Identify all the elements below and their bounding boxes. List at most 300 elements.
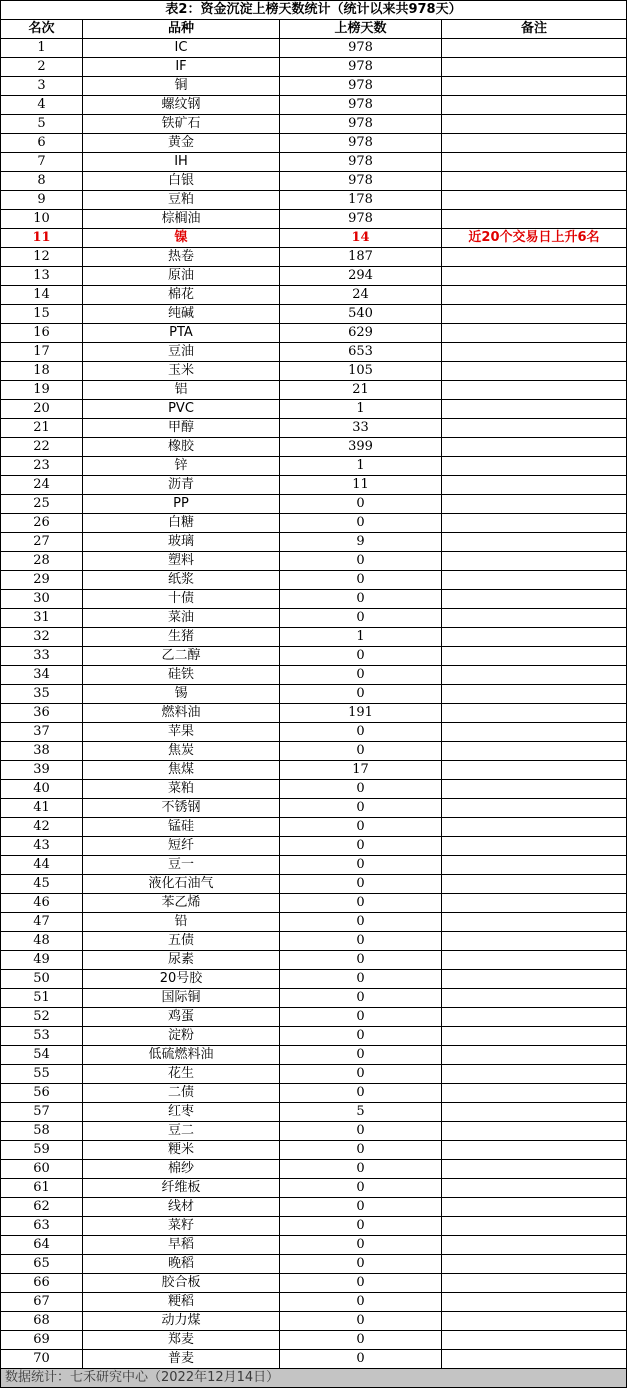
name-cell: 纯碱 — [83, 305, 280, 324]
name-cell: 胶合板 — [83, 1274, 280, 1293]
note-cell — [442, 438, 627, 457]
days-cell: 21 — [280, 381, 442, 400]
name-cell: 十债 — [83, 590, 280, 609]
note-cell — [442, 1065, 627, 1084]
name-cell: 红枣 — [83, 1103, 280, 1122]
name-cell: 苯乙烯 — [83, 894, 280, 913]
table-row — [1, 913, 627, 932]
note-cell — [442, 381, 627, 400]
rank-cell: 69 — [1, 1331, 83, 1350]
days-cell: 0 — [280, 1293, 442, 1312]
name-cell: PVC — [83, 400, 280, 419]
name-cell: 动力煤 — [83, 1312, 280, 1331]
name-cell: 玻璃 — [83, 533, 280, 552]
days-cell: 0 — [280, 742, 442, 761]
rank-cell: 70 — [1, 1350, 83, 1369]
rank-cell: 62 — [1, 1198, 83, 1217]
days-cell: 0 — [280, 1027, 442, 1046]
rank-cell: 32 — [1, 628, 83, 647]
header-rank: 名次 — [1, 20, 83, 39]
name-cell: 原油 — [83, 267, 280, 286]
footer-row — [1, 1369, 627, 1388]
table-row — [1, 362, 627, 381]
note-cell — [442, 1312, 627, 1331]
name-cell: 普麦 — [83, 1350, 280, 1369]
days-cell: 1 — [280, 628, 442, 647]
note-cell — [442, 1160, 627, 1179]
rank-cell: 17 — [1, 343, 83, 362]
rank-cell: 25 — [1, 495, 83, 514]
days-cell: 978 — [280, 115, 442, 134]
rank-cell: 59 — [1, 1141, 83, 1160]
rank-cell: 38 — [1, 742, 83, 761]
name-cell: 焦炭 — [83, 742, 280, 761]
table-row — [1, 552, 627, 571]
name-cell: 花生 — [83, 1065, 280, 1084]
days-cell: 0 — [280, 1236, 442, 1255]
name-cell: 低硫燃料油 — [83, 1046, 280, 1065]
rank-cell: 8 — [1, 172, 83, 191]
note-cell — [442, 39, 627, 58]
name-cell: 锌 — [83, 457, 280, 476]
table-row — [1, 1065, 627, 1084]
days-cell: 1 — [280, 400, 442, 419]
name-cell: 鸡蛋 — [83, 1008, 280, 1027]
table-row — [1, 77, 627, 96]
note-cell — [442, 913, 627, 932]
table-row — [1, 894, 627, 913]
table-row — [1, 685, 627, 704]
rank-cell: 45 — [1, 875, 83, 894]
note-cell — [442, 723, 627, 742]
name-cell: 焦煤 — [83, 761, 280, 780]
days-cell: 0 — [280, 495, 442, 514]
name-cell: 豆一 — [83, 856, 280, 875]
days-cell: 0 — [280, 875, 442, 894]
table-row — [1, 571, 627, 590]
header-note: 备注 — [442, 20, 627, 39]
note-cell — [442, 1008, 627, 1027]
days-cell: 0 — [280, 609, 442, 628]
rank-cell: 67 — [1, 1293, 83, 1312]
note-cell — [442, 115, 627, 134]
table-row — [1, 58, 627, 77]
note-cell — [442, 970, 627, 989]
name-cell: 晚稻 — [83, 1255, 280, 1274]
days-cell: 978 — [280, 96, 442, 115]
days-cell: 0 — [280, 1122, 442, 1141]
days-cell: 0 — [280, 685, 442, 704]
name-cell: 短纤 — [83, 837, 280, 856]
rank-cell: 31 — [1, 609, 83, 628]
note-cell — [442, 1084, 627, 1103]
days-cell: 0 — [280, 1331, 442, 1350]
days-cell: 0 — [280, 837, 442, 856]
table-row — [1, 799, 627, 818]
table-row — [1, 780, 627, 799]
name-cell: 早稻 — [83, 1236, 280, 1255]
rank-cell: 52 — [1, 1008, 83, 1027]
days-cell: 0 — [280, 1198, 442, 1217]
table-row — [1, 1027, 627, 1046]
rank-cell: 16 — [1, 324, 83, 343]
note-cell — [442, 343, 627, 362]
days-cell: 11 — [280, 476, 442, 495]
name-cell: 甲醇 — [83, 419, 280, 438]
note-cell — [442, 267, 627, 286]
days-cell: 653 — [280, 343, 442, 362]
header-days: 上榜天数 — [280, 20, 442, 39]
table-row — [1, 305, 627, 324]
table-row — [1, 153, 627, 172]
rank-cell: 1 — [1, 39, 83, 58]
days-cell: 5 — [280, 1103, 442, 1122]
table-row — [1, 438, 627, 457]
name-cell: 菜籽 — [83, 1217, 280, 1236]
note-cell — [442, 837, 627, 856]
table-row — [1, 932, 627, 951]
table-row — [1, 248, 627, 267]
rank-cell: 7 — [1, 153, 83, 172]
rank-cell: 33 — [1, 647, 83, 666]
note-cell — [442, 1179, 627, 1198]
table-row — [1, 1217, 627, 1236]
days-cell: 0 — [280, 552, 442, 571]
table-row — [1, 742, 627, 761]
note-cell — [442, 951, 627, 970]
name-cell: 铜 — [83, 77, 280, 96]
note-cell — [442, 1103, 627, 1122]
name-cell: 二债 — [83, 1084, 280, 1103]
table-row — [1, 1293, 627, 1312]
note-cell — [442, 457, 627, 476]
table-row — [1, 476, 627, 495]
note-cell — [442, 609, 627, 628]
note-cell — [442, 248, 627, 267]
days-cell: 629 — [280, 324, 442, 343]
table-row — [1, 1236, 627, 1255]
table-row — [1, 533, 627, 552]
name-cell: 铝 — [83, 381, 280, 400]
name-cell: 豆油 — [83, 343, 280, 362]
rank-cell: 49 — [1, 951, 83, 970]
name-cell: 棉花 — [83, 286, 280, 305]
days-cell: 0 — [280, 1141, 442, 1160]
rank-cell: 4 — [1, 96, 83, 115]
name-cell: IF — [83, 58, 280, 77]
rank-cell: 29 — [1, 571, 83, 590]
table-row — [1, 381, 627, 400]
table-row — [1, 1255, 627, 1274]
days-cell: 0 — [280, 989, 442, 1008]
days-cell: 0 — [280, 666, 442, 685]
name-cell: 棉纱 — [83, 1160, 280, 1179]
days-cell: 0 — [280, 856, 442, 875]
table-row — [1, 723, 627, 742]
name-cell: 纸浆 — [83, 571, 280, 590]
note-cell — [442, 818, 627, 837]
rank-cell: 55 — [1, 1065, 83, 1084]
note-cell — [442, 210, 627, 229]
days-cell: 399 — [280, 438, 442, 457]
name-cell: 橡胶 — [83, 438, 280, 457]
note-cell — [442, 989, 627, 1008]
days-cell: 0 — [280, 1065, 442, 1084]
rank-cell: 43 — [1, 837, 83, 856]
rank-cell: 26 — [1, 514, 83, 533]
header-row — [1, 20, 627, 39]
name-cell: 铁矿石 — [83, 115, 280, 134]
rank-cell: 30 — [1, 590, 83, 609]
name-cell: 锡 — [83, 685, 280, 704]
note-cell — [442, 495, 627, 514]
note-cell — [442, 533, 627, 552]
table-row — [1, 1046, 627, 1065]
rank-cell: 3 — [1, 77, 83, 96]
rank-cell: 14 — [1, 286, 83, 305]
days-cell: 0 — [280, 1160, 442, 1179]
days-cell: 0 — [280, 514, 442, 533]
name-cell: 锰硅 — [83, 818, 280, 837]
days-cell: 0 — [280, 1312, 442, 1331]
note-cell — [442, 552, 627, 571]
days-cell: 978 — [280, 58, 442, 77]
table-row — [1, 666, 627, 685]
table-row — [1, 704, 627, 723]
days-cell: 0 — [280, 1274, 442, 1293]
note-cell — [442, 1255, 627, 1274]
rank-cell: 51 — [1, 989, 83, 1008]
rank-cell: 63 — [1, 1217, 83, 1236]
rank-cell: 37 — [1, 723, 83, 742]
days-cell: 540 — [280, 305, 442, 324]
name-cell: 玉米 — [83, 362, 280, 381]
note-cell — [442, 856, 627, 875]
rank-cell: 27 — [1, 533, 83, 552]
rank-cell: 23 — [1, 457, 83, 476]
table-title: 表2：资金沉淀上榜天数统计（统计以来共978天） — [1, 1, 627, 20]
note-cell — [442, 172, 627, 191]
rank-cell: 6 — [1, 134, 83, 153]
note-cell — [442, 191, 627, 210]
name-cell: 硅铁 — [83, 666, 280, 685]
rank-cell: 61 — [1, 1179, 83, 1198]
table-row — [1, 590, 627, 609]
note-cell — [442, 1027, 627, 1046]
note-cell — [442, 419, 627, 438]
table-row — [1, 1331, 627, 1350]
name-cell: 纤维板 — [83, 1179, 280, 1198]
note-cell — [442, 742, 627, 761]
note-cell — [442, 571, 627, 590]
days-cell: 0 — [280, 799, 442, 818]
rank-cell: 12 — [1, 248, 83, 267]
note-cell — [442, 780, 627, 799]
note-cell — [442, 590, 627, 609]
table-row — [1, 1122, 627, 1141]
name-cell: 菜油 — [83, 609, 280, 628]
rank-cell: 20 — [1, 400, 83, 419]
name-cell: 白银 — [83, 172, 280, 191]
table-row — [1, 210, 627, 229]
rank-cell: 64 — [1, 1236, 83, 1255]
rank-cell: 10 — [1, 210, 83, 229]
days-cell: 178 — [280, 191, 442, 210]
rank-cell: 48 — [1, 932, 83, 951]
table-row — [1, 1198, 627, 1217]
table-row — [1, 609, 627, 628]
rank-cell: 54 — [1, 1046, 83, 1065]
days-cell: 0 — [280, 723, 442, 742]
table-row — [1, 1160, 627, 1179]
note-cell — [442, 153, 627, 172]
days-cell: 0 — [280, 913, 442, 932]
name-cell: 五债 — [83, 932, 280, 951]
rank-cell: 9 — [1, 191, 83, 210]
note-cell — [442, 77, 627, 96]
days-cell: 978 — [280, 172, 442, 191]
name-cell: 塑料 — [83, 552, 280, 571]
table-row — [1, 343, 627, 362]
note-cell — [442, 1331, 627, 1350]
note-cell — [442, 628, 627, 647]
rank-cell: 68 — [1, 1312, 83, 1331]
note-cell — [442, 514, 627, 533]
note-cell — [442, 1274, 627, 1293]
table-row — [1, 191, 627, 210]
days-cell: 978 — [280, 39, 442, 58]
days-cell: 294 — [280, 267, 442, 286]
note-cell — [442, 685, 627, 704]
days-cell: 0 — [280, 894, 442, 913]
name-cell: 粳米 — [83, 1141, 280, 1160]
rank-cell: 19 — [1, 381, 83, 400]
days-cell: 14 — [280, 229, 442, 248]
rank-cell: 24 — [1, 476, 83, 495]
rank-cell: 35 — [1, 685, 83, 704]
rank-cell: 46 — [1, 894, 83, 913]
table-row — [1, 647, 627, 666]
days-cell: 0 — [280, 951, 442, 970]
note-cell — [442, 704, 627, 723]
rank-cell: 39 — [1, 761, 83, 780]
name-cell: 螺纹钢 — [83, 96, 280, 115]
name-cell: 线材 — [83, 1198, 280, 1217]
note-cell — [442, 134, 627, 153]
name-cell: 热卷 — [83, 248, 280, 267]
name-cell: 豆二 — [83, 1122, 280, 1141]
table-row — [1, 324, 627, 343]
name-cell: 白糖 — [83, 514, 280, 533]
name-cell: 燃料油 — [83, 704, 280, 723]
rank-cell: 56 — [1, 1084, 83, 1103]
days-cell: 187 — [280, 248, 442, 267]
table-row — [1, 1274, 627, 1293]
days-cell: 0 — [280, 1046, 442, 1065]
days-cell: 978 — [280, 134, 442, 153]
days-cell: 9 — [280, 533, 442, 552]
table-body — [1, 39, 627, 1369]
name-cell: 铅 — [83, 913, 280, 932]
note-cell — [442, 476, 627, 495]
header-name: 品种 — [83, 20, 280, 39]
name-cell: 20号胶 — [83, 970, 280, 989]
rank-cell: 50 — [1, 970, 83, 989]
name-cell: 豆粕 — [83, 191, 280, 210]
table-row — [1, 1141, 627, 1160]
table-row — [1, 1312, 627, 1331]
note-cell — [442, 286, 627, 305]
days-cell: 33 — [280, 419, 442, 438]
rank-cell: 34 — [1, 666, 83, 685]
table-row — [1, 115, 627, 134]
table-row — [1, 1350, 627, 1369]
name-cell: 生猪 — [83, 628, 280, 647]
days-cell: 0 — [280, 970, 442, 989]
table-row — [1, 628, 627, 647]
note-cell — [442, 362, 627, 381]
table-row — [1, 400, 627, 419]
note-cell — [442, 1198, 627, 1217]
note-cell — [442, 305, 627, 324]
name-cell: 不锈钢 — [83, 799, 280, 818]
note-cell — [442, 799, 627, 818]
days-cell: 0 — [280, 818, 442, 837]
rank-cell: 58 — [1, 1122, 83, 1141]
note-cell — [442, 1293, 627, 1312]
note-cell — [442, 1217, 627, 1236]
table-row — [1, 989, 627, 1008]
days-cell: 0 — [280, 590, 442, 609]
table-row — [1, 837, 627, 856]
note-cell: 近20个交易日上升6名 — [442, 229, 627, 248]
rank-cell: 40 — [1, 780, 83, 799]
name-cell: PTA — [83, 324, 280, 343]
name-cell: 粳稻 — [83, 1293, 280, 1312]
table-row — [1, 951, 627, 970]
rank-cell: 65 — [1, 1255, 83, 1274]
note-cell — [442, 875, 627, 894]
table-row — [1, 514, 627, 533]
days-cell: 1 — [280, 457, 442, 476]
table-row — [1, 96, 627, 115]
table-row — [1, 229, 627, 248]
days-cell: 0 — [280, 1255, 442, 1274]
days-cell: 0 — [280, 1084, 442, 1103]
table-row — [1, 1179, 627, 1198]
days-cell: 24 — [280, 286, 442, 305]
note-cell — [442, 1046, 627, 1065]
rank-cell: 36 — [1, 704, 83, 723]
table-row — [1, 818, 627, 837]
table-row — [1, 875, 627, 894]
rank-cell: 22 — [1, 438, 83, 457]
name-cell: 苹果 — [83, 723, 280, 742]
name-cell: 液化石油气 — [83, 875, 280, 894]
name-cell: 淀粉 — [83, 1027, 280, 1046]
rank-cell: 2 — [1, 58, 83, 77]
days-cell: 0 — [280, 1008, 442, 1027]
name-cell: 沥青 — [83, 476, 280, 495]
table-row — [1, 134, 627, 153]
days-cell: 0 — [280, 932, 442, 951]
note-cell — [442, 1141, 627, 1160]
days-cell: 105 — [280, 362, 442, 381]
days-cell: 0 — [280, 647, 442, 666]
days-cell: 0 — [280, 1217, 442, 1236]
rank-cell: 41 — [1, 799, 83, 818]
table-row — [1, 495, 627, 514]
